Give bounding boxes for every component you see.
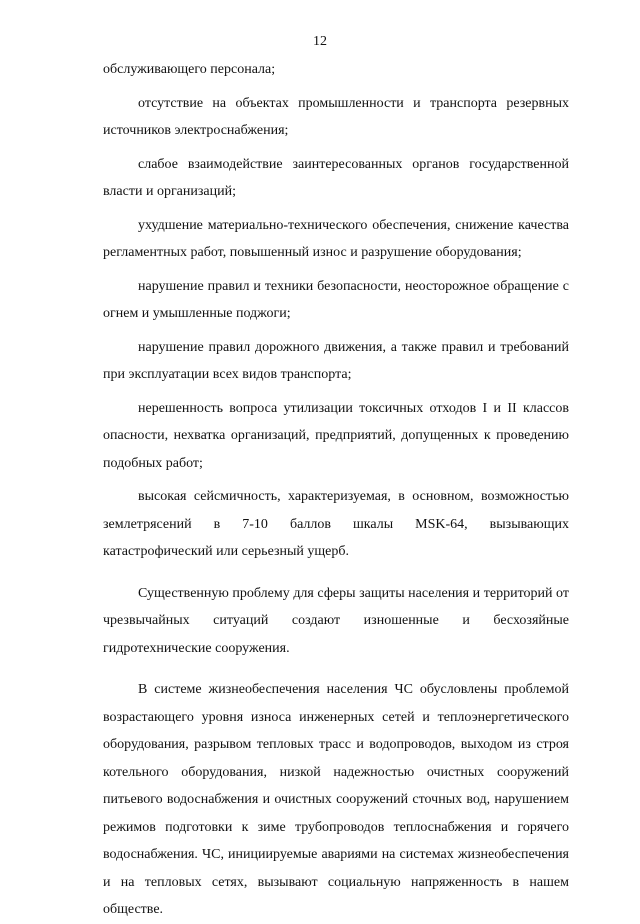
- paragraph: нарушение правил дорожного движения, а также правил и требований при эксплуатации всех видов транспорта;: [103, 339, 569, 382]
- paragraph: Существенную проблему для сферы защиты населения и территорий от чрезвычайных ситуаций создают изношенные и бесхозяйные гидротехнические сооружения.: [103, 585, 569, 656]
- paragraph: нарушение правил и техники безопасности, неосторожное обращение с огнем и умышленные поджоги;: [103, 278, 569, 321]
- paragraph: высокая сейсмичность, характеризуемая, в основном, возможностью землетрясений в 7-10 баллов шкалы MSK-64, вызывающих катастрофический или серьезный ущерб.: [103, 489, 569, 559]
- paragraph: обслуживающего персонала;: [103, 62, 276, 77]
- paragraph: слабое взаимодействие заинтересованных органов государственной власти и организаций;: [103, 156, 569, 199]
- page-number: 12: [313, 34, 327, 49]
- paragraph: ухудшение материально-технического обеспечения, снижение качества регламентных работ, повышенный износ и разрушение оборудования;: [103, 217, 569, 260]
- body-text: [103, 56, 569, 924]
- paragraph: В системе жизнеобеспечения населения ЧС обусловлены проблемой возрастающего уровня износа инженерных сетей и теплоэнергетического оборудования, разрывом тепловых трасс и водопроводов, выходом из строя котельного оборудования, низкой надежностью очистных сооружений питьевого водоснабжения и очистных сооружений сточных вод, нарушением режимов подготовки к зиме трубопроводов теплоснабжения и горячего водоснабжения. ЧС, инициируемые авариями на системах жизнеобеспечения и на тепловых сетях, вызывают социальную напряженность в нашем обществе.: [103, 682, 569, 917]
- paragraph: нерешенность вопроса утилизации токсичных отходов I и II классов опасности, нехватка организаций, предприятий, допущенных к проведению подобных работ;: [103, 400, 569, 471]
- paragraph: отсутствие на объектах промышленности и транспорта резервных источников электроснабжения;: [103, 95, 569, 138]
